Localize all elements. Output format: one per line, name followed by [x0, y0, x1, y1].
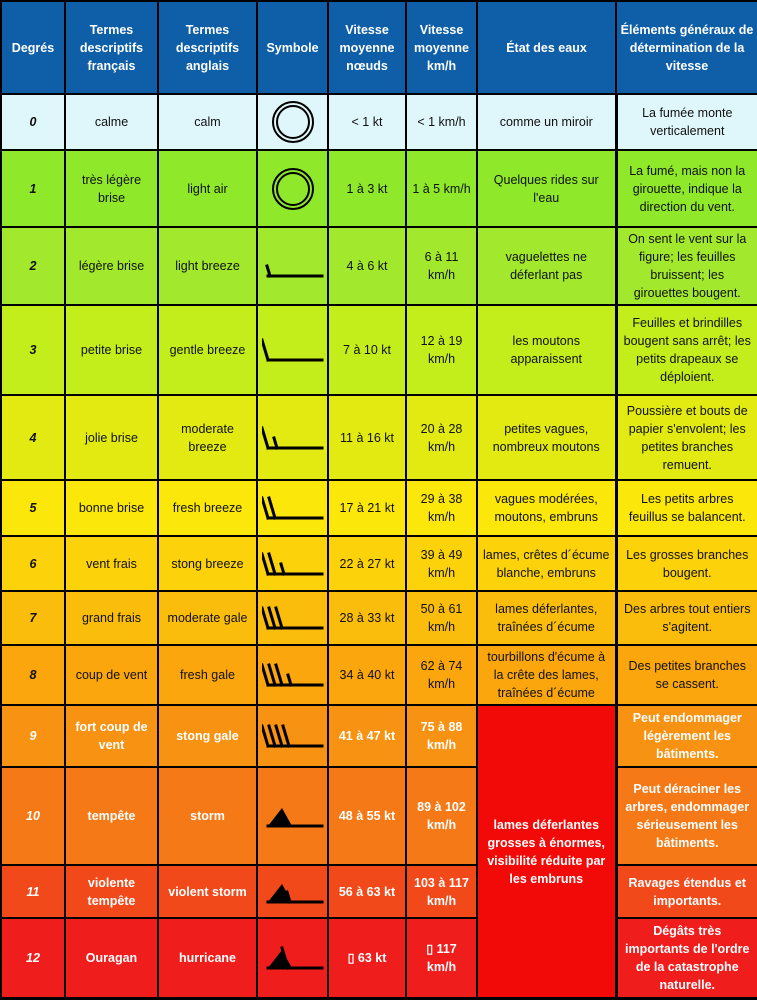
cell-vitesse-noeuds: 7 à 10 kt: [328, 305, 406, 395]
cell-degre: 10: [1, 767, 65, 865]
cell-vitesse-noeuds: ▯ 63 kt: [328, 918, 406, 998]
cell-terme-francais: jolie brise: [65, 395, 158, 480]
cell-symbole: [257, 480, 328, 536]
cell-etat-des-eaux: comme un miroir: [477, 94, 616, 150]
cell-vitesse-noeuds: 48 à 55 kt: [328, 767, 406, 865]
header-termes-francais: Termes descriptifs français: [65, 1, 158, 94]
table-row: [1, 150, 757, 227]
cell-terme-anglais: stong breeze: [158, 536, 257, 591]
header-vitesse-noeuds: Vitesse moyenne nœuds: [328, 1, 406, 94]
cell-etat-des-eaux-merged: lames déferlantes grosses à énormes, visibilité réduite par les embruns: [477, 705, 616, 998]
cell-terme-anglais: hurricane: [158, 918, 257, 998]
cell-elements: Les grosses branches bougent.: [616, 536, 757, 591]
wind-barb-3-icon: [262, 598, 323, 638]
table-row: [1, 395, 757, 480]
cell-elements: La fumée monte verticalement: [616, 94, 757, 150]
cell-terme-anglais: fresh gale: [158, 645, 257, 705]
cell-vitesse-kmh: 75 à 88 km/h: [406, 705, 477, 767]
cell-degre: 1: [1, 150, 65, 227]
cell-etat-des-eaux: tourbillons d'écume à la crête des lames, traînées d´écume: [477, 645, 616, 705]
cell-degre: 2: [1, 227, 65, 305]
cell-vitesse-kmh: 103 à 117 km/h: [406, 865, 477, 918]
cell-symbole: [257, 918, 328, 998]
cell-elements: Dégâts très importants de l'ordre de la catastrophe naturelle.: [616, 918, 757, 998]
header-termes-anglais: Termes descriptifs anglais: [158, 1, 257, 94]
wind-barb-1-icon: [262, 330, 323, 370]
cell-elements: On sent le vent sur la figure; les feuilles bruissent; les girouettes bougent.: [616, 227, 757, 305]
cell-etat-des-eaux: vagues modérées, moutons, embruns: [477, 480, 616, 536]
cell-vitesse-noeuds: 22 à 27 kt: [328, 536, 406, 591]
cell-elements: Feuilles et brindilles bougent sans arrêt; les petits drapeaux se déploient.: [616, 305, 757, 395]
cell-terme-francais: calme: [65, 94, 158, 150]
cell-terme-francais: fort coup de vent: [65, 705, 158, 767]
wind-barb-2-icon: [262, 488, 323, 528]
cell-vitesse-noeuds: 17 à 21 kt: [328, 480, 406, 536]
cell-etat-des-eaux: vaguelettes ne déferlant pas: [477, 227, 616, 305]
cell-terme-francais: petite brise: [65, 305, 158, 395]
cell-vitesse-kmh: 62 à 74 km/h: [406, 645, 477, 705]
cell-vitesse-kmh: 50 à 61 km/h: [406, 591, 477, 645]
cell-etat-des-eaux: les moutons apparaissent: [477, 305, 616, 395]
cell-etat-des-eaux: petites vagues, nombreux moutons: [477, 395, 616, 480]
wind-barb-3-half-icon: [262, 655, 323, 695]
table-row: [1, 705, 757, 767]
header-vitesse-kmh: Vitesse moyenne km/h: [406, 1, 477, 94]
wind-barb-half-icon: [262, 246, 323, 286]
cell-symbole: [257, 865, 328, 918]
cell-degre: 6: [1, 536, 65, 591]
cell-symbole: [257, 227, 328, 305]
table-row: [1, 305, 757, 395]
cell-terme-francais: violente tempête: [65, 865, 158, 918]
cell-vitesse-kmh: ▯ 117 km/h: [406, 918, 477, 998]
cell-symbole: [257, 94, 328, 150]
cell-symbole: [257, 645, 328, 705]
cell-vitesse-noeuds: 34 à 40 kt: [328, 645, 406, 705]
cell-degre: 11: [1, 865, 65, 918]
cell-terme-francais: Ouragan: [65, 918, 158, 998]
cell-degre: 4: [1, 395, 65, 480]
header-etat-des-eaux: État des eaux: [477, 1, 616, 94]
cell-symbole: [257, 591, 328, 645]
wind-pennant-icon: [262, 796, 323, 836]
wind-barb-1-half-icon: [262, 418, 323, 458]
cell-terme-anglais: storm: [158, 767, 257, 865]
header-degres: Degrés: [1, 1, 65, 94]
cell-vitesse-kmh: 20 à 28 km/h: [406, 395, 477, 480]
cell-vitesse-kmh: 12 à 19 km/h: [406, 305, 477, 395]
cell-terme-francais: grand frais: [65, 591, 158, 645]
cell-vitesse-noeuds: 4 à 6 kt: [328, 227, 406, 305]
table-row: [1, 227, 757, 305]
cell-terme-anglais: light air: [158, 150, 257, 227]
cell-etat-des-eaux: lames déferlantes, traînées d´écume: [477, 591, 616, 645]
cell-terme-anglais: stong gale: [158, 705, 257, 767]
cell-terme-francais: bonne brise: [65, 480, 158, 536]
cell-elements: Peut endommager légèrement les bâtiments.: [616, 705, 757, 767]
cell-terme-francais: coup de vent: [65, 645, 158, 705]
cell-symbole: [257, 395, 328, 480]
header-row: [1, 1, 757, 94]
header-elements: Éléments généraux de détermination de la vitesse: [616, 1, 757, 94]
table-row: [1, 480, 757, 536]
cell-elements: Des petites branches se cassent.: [616, 645, 757, 705]
cell-terme-francais: légère brise: [65, 227, 158, 305]
double-circle-icon: [262, 99, 323, 145]
cell-elements: Ravages étendus et importants.: [616, 865, 757, 918]
cell-vitesse-noeuds: 1 à 3 kt: [328, 150, 406, 227]
cell-symbole: [257, 150, 328, 227]
wind-barb-4-icon: [262, 716, 323, 756]
wind-pennant-half-icon: [262, 872, 323, 912]
cell-etat-des-eaux: lames, crêtes d´écume blanche, embruns: [477, 536, 616, 591]
cell-terme-francais: tempête: [65, 767, 158, 865]
cell-terme-francais: très légère brise: [65, 150, 158, 227]
cell-terme-francais: vent frais: [65, 536, 158, 591]
cell-vitesse-noeuds: 28 à 33 kt: [328, 591, 406, 645]
cell-vitesse-noeuds: 11 à 16 kt: [328, 395, 406, 480]
cell-vitesse-kmh: < 1 km/h: [406, 94, 477, 150]
cell-vitesse-kmh: 1 à 5 km/h: [406, 150, 477, 227]
cell-symbole: [257, 536, 328, 591]
header-symbole: Symbole: [257, 1, 328, 94]
cell-vitesse-kmh: 6 à 11 km/h: [406, 227, 477, 305]
cell-symbole: [257, 305, 328, 395]
cell-degre: 12: [1, 918, 65, 998]
table-row: [1, 536, 757, 591]
cell-symbole: [257, 767, 328, 865]
cell-degre: 3: [1, 305, 65, 395]
cell-terme-anglais: calm: [158, 94, 257, 150]
cell-terme-anglais: moderate breeze: [158, 395, 257, 480]
table-row: [1, 767, 757, 865]
cell-elements: Des arbres tout entiers s'agitent.: [616, 591, 757, 645]
double-circle-icon: [262, 166, 323, 212]
cell-terme-anglais: violent storm: [158, 865, 257, 918]
cell-vitesse-noeuds: 41 à 47 kt: [328, 705, 406, 767]
cell-degre: 8: [1, 645, 65, 705]
cell-vitesse-noeuds: < 1 kt: [328, 94, 406, 150]
table-row: [1, 94, 757, 150]
cell-terme-anglais: fresh breeze: [158, 480, 257, 536]
cell-degre: 0: [1, 94, 65, 150]
table-row: [1, 918, 757, 998]
cell-terme-anglais: light breeze: [158, 227, 257, 305]
cell-degre: 7: [1, 591, 65, 645]
wind-barb-2-half-icon: [262, 544, 323, 584]
cell-symbole: [257, 705, 328, 767]
cell-elements: La fumé, mais non la girouette, indique la direction du vent.: [616, 150, 757, 227]
table-row: [1, 591, 757, 645]
cell-terme-anglais: gentle breeze: [158, 305, 257, 395]
cell-terme-anglais: moderate gale: [158, 591, 257, 645]
cell-elements: Les petits arbres feuillus se balancent.: [616, 480, 757, 536]
cell-vitesse-kmh: 39 à 49 km/h: [406, 536, 477, 591]
cell-vitesse-kmh: 29 à 38 km/h: [406, 480, 477, 536]
cell-vitesse-kmh: 89 à 102 km/h: [406, 767, 477, 865]
table-row: [1, 865, 757, 918]
table-row: [1, 645, 757, 705]
cell-etat-des-eaux: Quelques rides sur l'eau: [477, 150, 616, 227]
cell-degre: 5: [1, 480, 65, 536]
wind-pennant-1-icon: [262, 938, 323, 978]
cell-vitesse-noeuds: 56 à 63 kt: [328, 865, 406, 918]
cell-elements: Peut déraciner les arbres, endommager sérieusement les bâtiments.: [616, 767, 757, 865]
cell-degre: 9: [1, 705, 65, 767]
cell-elements: Poussière et bouts de papier s'envolent; les petites branches remuent.: [616, 395, 757, 480]
